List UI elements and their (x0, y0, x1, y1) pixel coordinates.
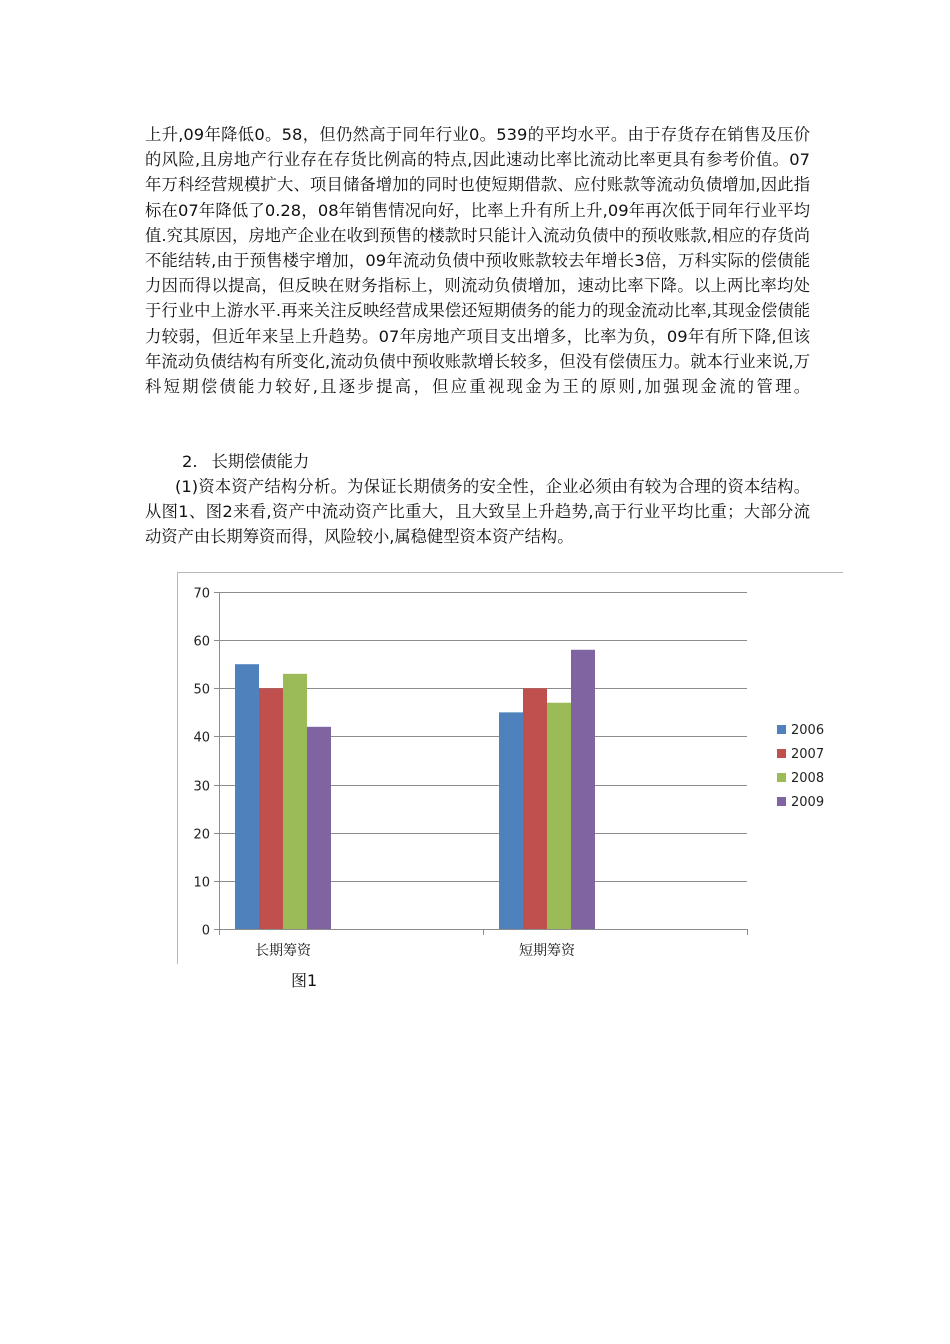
section-title: 长期偿债能力 (211, 452, 310, 471)
y-tick-label: 10 (193, 875, 210, 891)
bar-2008-1 (547, 703, 571, 929)
chart-legend (777, 723, 824, 810)
bar-2006-0 (235, 664, 259, 929)
legend-label: 2006 (791, 723, 825, 738)
chart-x-tick-labels (255, 943, 576, 959)
y-tick-label: 0 (201, 923, 210, 939)
legend-label: 2009 (791, 795, 825, 810)
legend-swatch-2008 (777, 773, 786, 782)
section-heading (182, 449, 309, 474)
bar-2008-0 (283, 674, 307, 929)
legend-label: 2007 (791, 747, 825, 762)
legend-swatch-2007 (777, 749, 786, 758)
bar-2009-0 (307, 727, 331, 929)
body-paragraph-1: 上升,09年降低0。58，但仍然高于同年行业0。539的平均水平。由于存货存在销售及压价的风险,且房地产行业存在存货比例高的特点,因此速动比率比流动比率更具有参考价值。07年万科经营规模扩大、项目储备增加的同时也使短期借款、应付账款等流动负债增加,因此指标在07年降低了0.28，08年销售情况向好，比率上升有所上升,09年再次低于同年行业平均值.究其原因，房地产企业在收到预售的楼款时只能计入流动负债中的预收账款,相应的存货尚不能结转,由于预售楼宇增加，09年流动负债中预收账款较去年增长3倍，万科实际的偿债能力因而得以提高，但反映在财务指标上，则流动负债增加，速动比率下降。以上两比率均处于行业中上游水平.再来关注反映经营成果偿还短期债务的能力的现金流动比率,其现金偿债能力较弱，但近年来呈上升趋势。07年房地产项目支出增多，比率为负，09年有所下降,但该年流动负债结构有所变化,流动负债中预收账款增长较多，但没有偿债压力。就本行业来说,万科短期偿债能力较好,且逐步提高，但应重视现金为王的原则,加强现金流的管理。 (145, 125, 810, 397)
y-tick-label: 50 (193, 682, 210, 698)
y-tick-label: 70 (193, 586, 210, 602)
body-paragraph-2 (145, 474, 810, 550)
x-tick-label: 长期筹资 (255, 943, 311, 959)
y-tick-label: 20 (193, 827, 210, 843)
chart-canvas (177, 572, 843, 964)
chart-y-tick-labels (193, 587, 210, 939)
bar-2007-1 (523, 688, 547, 929)
section-number: 2. (182, 452, 198, 471)
y-tick-label: 60 (193, 634, 210, 650)
y-tick-label: 30 (193, 779, 210, 795)
figure-caption: 图1 (291, 971, 318, 990)
chart-bars (235, 650, 595, 929)
bar-2009-1 (571, 650, 595, 929)
y-tick-label: 40 (193, 730, 210, 746)
bar-chart (177, 572, 843, 964)
bar-2006-1 (499, 712, 523, 929)
legend-swatch-2006 (777, 725, 786, 734)
body-paragraph-2-text: (1)资本资产结构分析。为保证长期债务的安全性，企业必须由有较为合理的资本结构。从图1、图2来看,资产中流动资产比重大，且大致呈上升趋势,高于行业平均比重；大部分流动资产由长期筹资而得，风险较小,属稳健型资本资产结构。 (145, 477, 810, 547)
legend-label: 2008 (791, 771, 825, 786)
bar-2007-0 (259, 688, 283, 929)
legend-swatch-2009 (777, 797, 786, 806)
x-tick-label: 短期筹资 (519, 943, 575, 959)
